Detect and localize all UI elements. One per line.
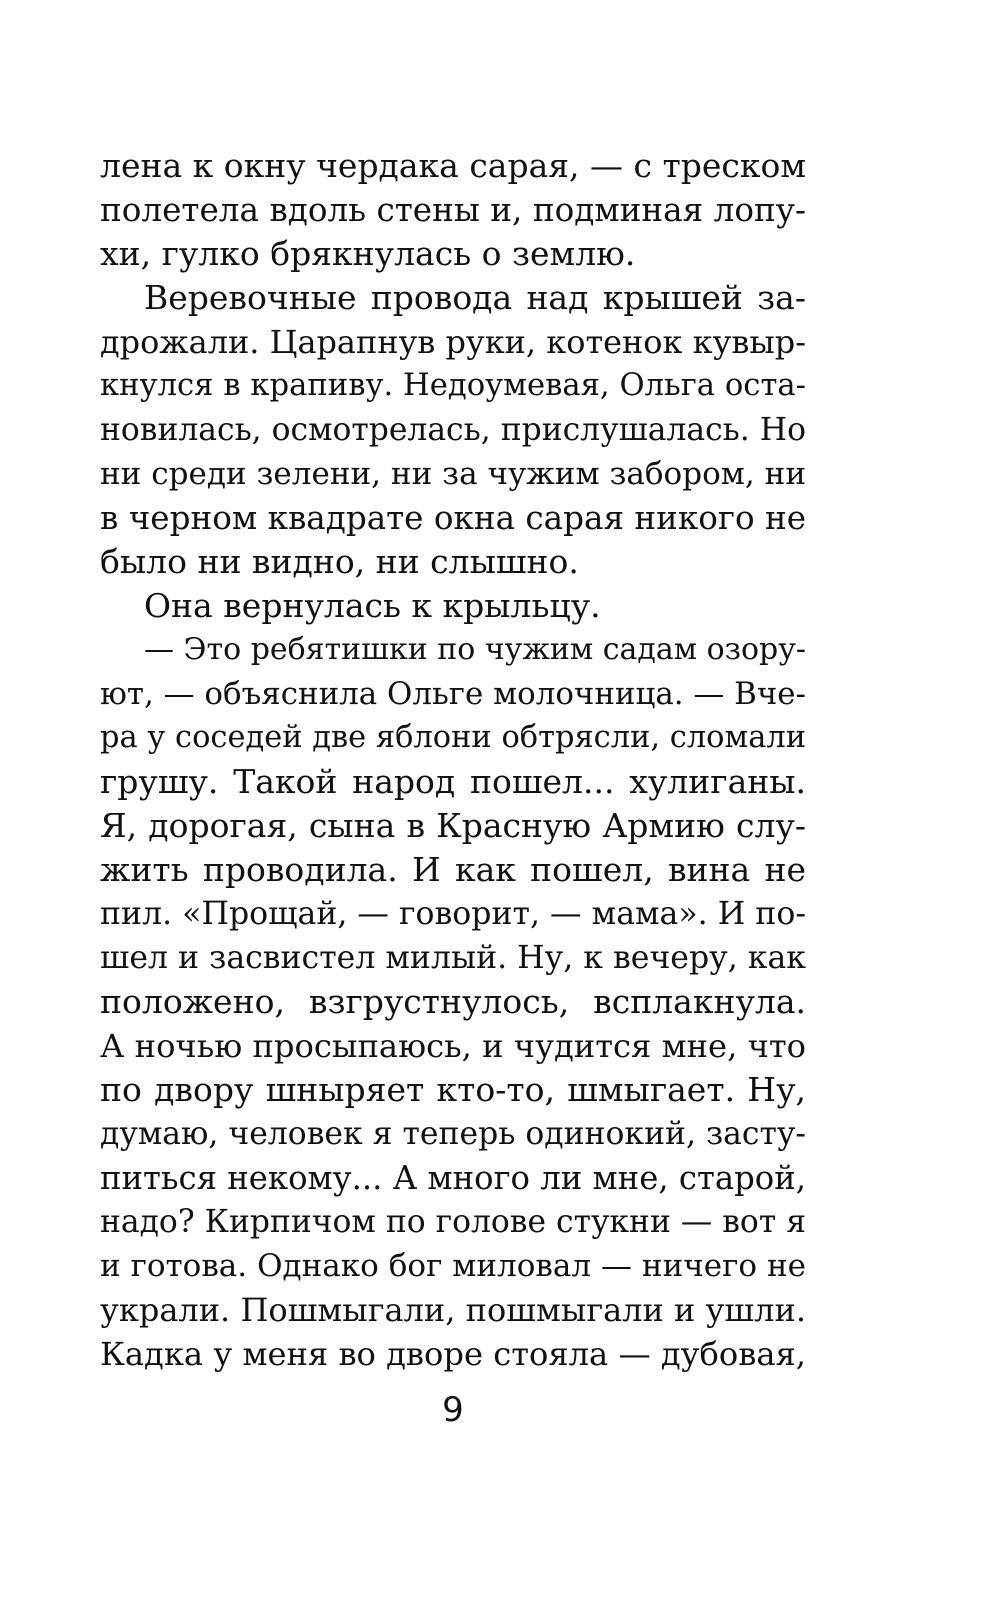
text-line: положено, взгрустнулось, всплакнула. (100, 982, 806, 1021)
text-line: ют, — объяснила Ольге молочница. — Вче- (100, 676, 806, 712)
page-number: 9 (442, 1390, 464, 1430)
text-line: дрожали. Царапнув руки, котенок кувыр- (100, 323, 806, 361)
text-line: пил. «Прощай, — говорит, — мама». И по- (100, 896, 806, 932)
text-line: лена к окну чердака сарая, — с треском (100, 146, 806, 185)
text-line: питься некому... А много ли мне, старой, (100, 1159, 806, 1197)
text-line: ра у соседей две яблони обтрясли, сломали (100, 720, 806, 755)
text-line: жить проводила. И как пошел, вина не (100, 850, 806, 889)
text-line: грушу. Такой народ пошел... хулиганы. (100, 762, 806, 801)
text-line: хи, гулко брякнулась о землю. (100, 234, 636, 273)
text-line: новилась, осмотрелась, прислушалась. Но (100, 412, 806, 448)
text-line: — Это ребятишки по чужим садам озору- (144, 632, 806, 667)
text-line: Она вернулась к крыльцу. (144, 586, 601, 625)
text-line: А ночью просыпаюсь, и чудится мне, что (100, 1027, 806, 1065)
text-line: полетела вдоль стены и, подминая лопу- (100, 191, 806, 229)
text-line: украли. Пошмыгали, пошмыгали и ушли. (100, 1291, 806, 1329)
text-line: было ни видно, ни слышно. (100, 542, 579, 581)
text-line: Я, дорогая, сына в Красную Армию слу- (100, 806, 806, 845)
body-text (100, 144, 806, 1376)
text-line: думаю, человек я теперь одинокий, засту- (100, 1116, 806, 1152)
text-line: кнулся в крапиву. Недоумевая, Ольга оста- (100, 368, 806, 403)
text-line: шел и засвистел милый. Ну, к вечеру, как (100, 940, 806, 976)
text-line: по двору шныряет кто-то, шмыгает. Ну, (100, 1070, 806, 1109)
text-line: Веревочные провода над крышей за- (144, 278, 806, 317)
text-line: надо? Кирпичом по голове стукни — вот я (100, 1204, 806, 1240)
text-line: ни среди зелени, ни за чужим забором, ни (100, 456, 806, 492)
text-line: Кадка у меня во дворе стояла — дубовая, (100, 1335, 806, 1373)
text-line: в черном квадрате окна сарая никого не (100, 499, 806, 537)
text-line: и готова. Однако бог миловал — ничего не (100, 1248, 806, 1284)
